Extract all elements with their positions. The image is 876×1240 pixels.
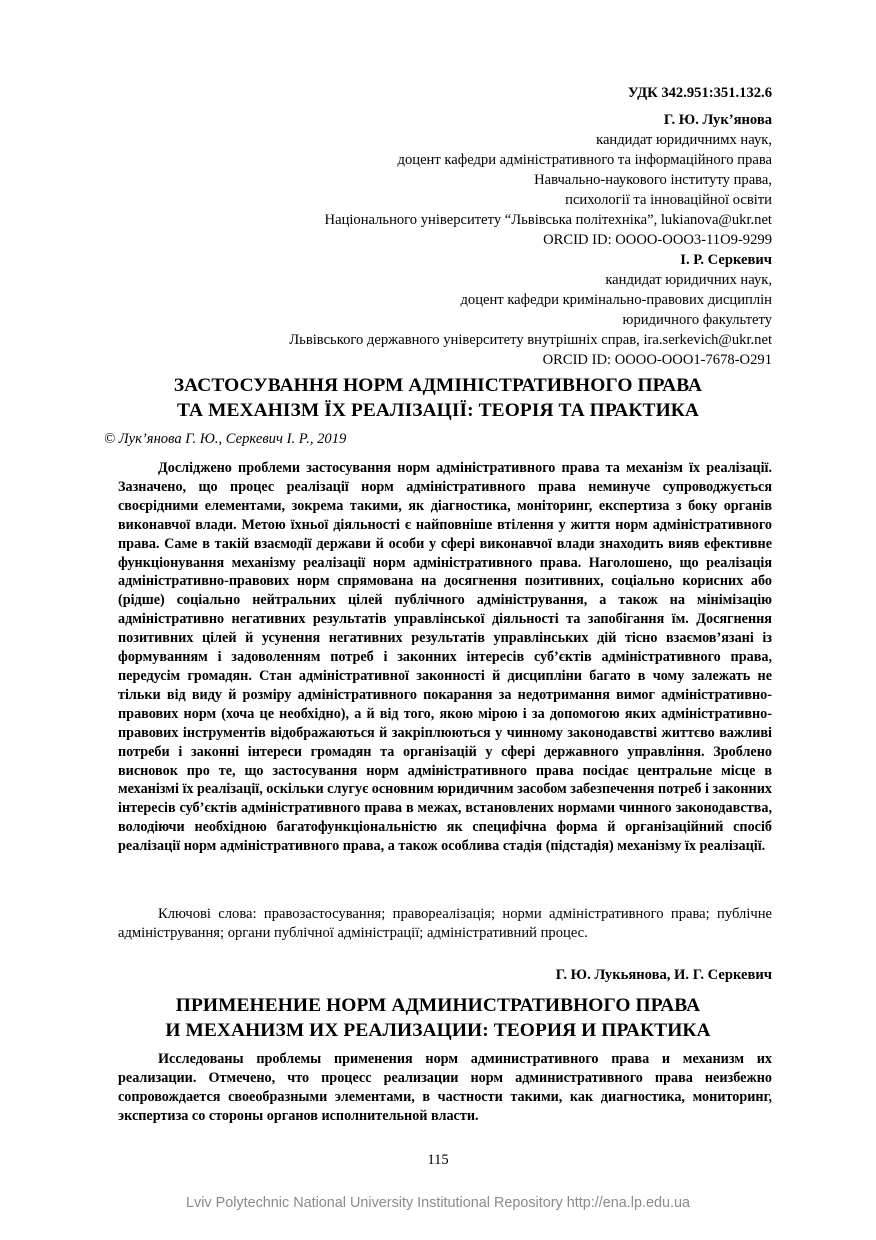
author-affiliation-line: кандидат юридичнимх наук, [596, 132, 772, 148]
page-number: 115 [427, 1152, 449, 1168]
copyright-notice: © Лук’янова Г. Ю., Серкевич І. Р., 2019 [104, 431, 347, 447]
authors-russian: Г. Ю. Лукьянова, И. Г. Серкевич [555, 967, 772, 983]
keywords-ukrainian: Ключові слова: правозастосування; правореалізація; норми адміністративного права; публічне адміністрування; органи публічної адміністрації; адміністративний процес. [118, 906, 772, 941]
title-line: ЗАСТОСУВАННЯ НОРМ АДМІНІСТРАТИВНОГО ПРАВА [173, 375, 703, 396]
article-title-ukrainian [104, 373, 772, 423]
udk-code: УДК 342.951:351.132.6 [627, 85, 772, 101]
author-orcid: ORCID ID: OOOO-OOO1-7678-O291 [542, 352, 772, 368]
author-affiliation-line: психології та інноваційної освіти [565, 192, 772, 208]
author-block-2 [289, 250, 772, 370]
author-affiliation-line: юридичного факультету [622, 312, 772, 328]
author-affiliation-line: Навчально-наукового інституту права, [534, 172, 772, 188]
author-affiliation-line: Національного університету “Львівська політехніка”, lukianova@ukr.net [324, 212, 772, 228]
repository-footer: Lviv Polytechnic National University Institutional Repository http://ena.lp.edu.ua [186, 1195, 690, 1211]
abstract-russian: Исследованы проблемы применения норм административного права и механизм их реализации. Отмечено, что процесс реализации норм административного права неизбежно сопровождается своеобразными элементами, в частности такими, как диагностика, мониторинг, экспертиза со стороны органов исполнительной власти. [118, 1051, 772, 1124]
author-orcid: ORCID ID: OOOO-OOO3-11O9-9299 [543, 232, 772, 248]
author-name: Г. Ю. Лук’янова [663, 112, 772, 128]
article-title-russian [104, 993, 772, 1043]
title-line: ПРИМЕНЕНИЕ НОРМ АДМИНИСТРАТИВНОГО ПРАВА [175, 995, 701, 1016]
title-line: ТА МЕХАНІЗМ ЇХ РЕАЛІЗАЦІЇ: ТЕОРІЯ ТА ПРАКТИКА [176, 400, 700, 421]
author-affiliation-line: кандидат юридичних наук, [605, 272, 772, 288]
author-affiliation-line: доцент кафедри адміністративного та інформаційного права [397, 152, 772, 168]
author-block-1 [325, 110, 772, 250]
author-affiliation-line: Львівського державного університету внутрішніх справ, ira.serkevich@ukr.net [289, 332, 772, 348]
title-line: И МЕХАНИЗМ ИХ РЕАЛИЗАЦИИ: ТЕОРИЯ И ПРАКТИКА [165, 1020, 711, 1041]
author-affiliation-line: доцент кафедри кримінально-правових дисциплін [460, 292, 772, 308]
author-name: І. Р. Серкевич [680, 252, 772, 268]
abstract-ukrainian: Досліджено проблеми застосування норм адміністративного права та механізм їх реалізації. Зазначено, що процес реалізації норм адміністративного права неминуче супроводжується своєрідними елементами, зокрема такими, як діагностика, моніторинг, експертиза з боку органів виконавчої влади. Метою їхньої діяльності є найповніше втілення у життя норм адміністративного права. Саме в такій взаємодії держави й особи у сфері виконавчої влади знаходить вияв ефективне функціонування механізму реалізації норм адміністративного права. Наголошено, що реалізація адміністративно-правових норм спрямована на досягнення позитивних, соціально корисних або (рідше) соціально нейтральних цілей публічного адміністрування, а також на мінімізацію адміністративно негативних результатів управлінської діяльності та запобігання їм. Досягнення позитивних цілей й усунення негативних результатів управлінських дій тісно взаємов’язані із формуванням і задоволенням потреб і законних інтересів суб’єктів адміністративного права, передусім громадян. Стан адміністративної законності й дисципліни багато в чому залежать не тільки від виду й розміру адміністративного покарання за недотримання вимог адміністративно-правових норм (хоча це необхідно), а й від того, якою мірою і за допомогою яких адміністративно-правових інструментів відображаються й закріплюються у чинному законодавстві життєво важливі потреби і законні інтереси громадян та організацій у сфері державного управління. Зроблено висновок про те, що застосування норм адміністративного права посідає центральне місце в механізмі їх реалізації, оскільки слугує основним юридичним засобом забезпечення потреб і законних інтересів суб’єктів адміністративного права в межах, встановлених нормами чинного законодавства, володіючи необхідною багатофункціональністю як специфічна форма й організаційний спосіб реалізації норм адміністративного права, а також особлива стадія (підстадія) механізму їх реалізації. [118, 460, 772, 855]
